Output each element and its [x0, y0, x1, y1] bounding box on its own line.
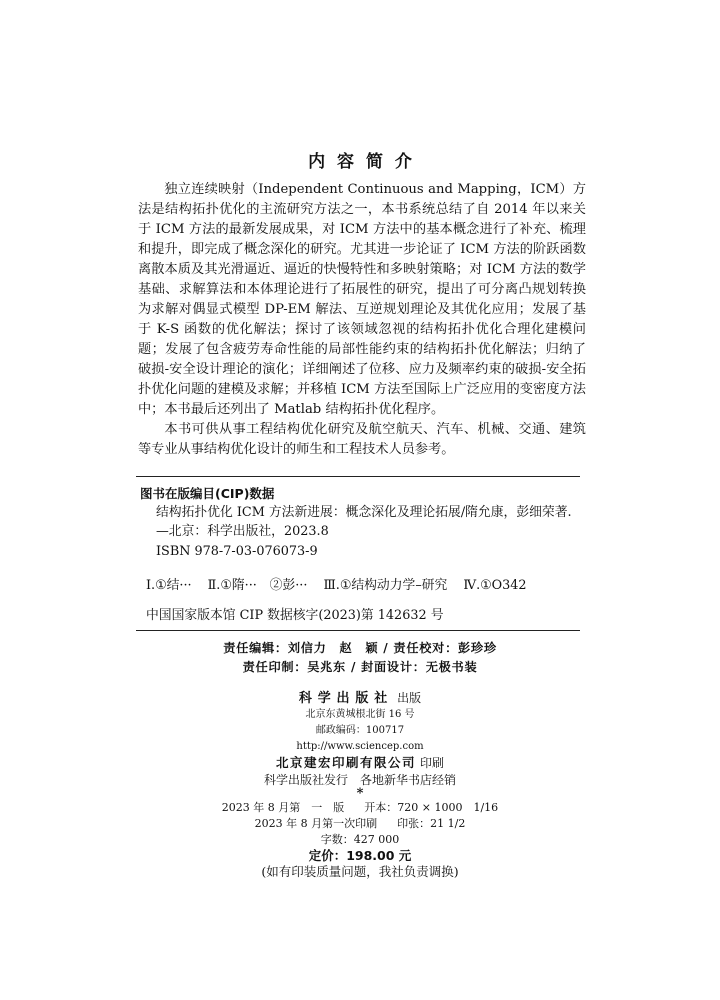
cip-class-3: Ⅲ.①结构动力学–研究: [323, 578, 448, 593]
printing-line: [0, 816, 720, 832]
edition-text: 2023 年 8 月第 一 版: [221, 801, 345, 814]
cip-publisher-line: —北京：科学出版社，2023.8: [156, 524, 329, 539]
page-title: 内容简介: [308, 152, 424, 172]
abstract-paragraph-1: 独立连续映射（Independent Continuous and Mapping，ICM）方法是结构拓扑优化的主流研究方法之一，本书系统总结了自 2014 年以来关于 ICM 方法的最新发展成果，对 ICM 方法中的基本概念进行了补充、梳理和提升，即完成了概念深化的研究。尤其进一步论证了 ICM 方法的阶跃函数离散本质及其光滑逼近、逼近的快慢特性和多映射策略；对 ICM 方法的数学基础、求解算法和本体理论进行了拓展性的研究，提出了可分离凸规划转换为求解对偶显式模型 DP-EM 解法、互逆规划理论及其优化应用；发展了基于 K-S 函数的优化解法；探讨了该领域忽视的结构拓扑优化合理化建模问题；发展了包含疲劳寿命性能的局部性能约束的结构拓扑优化解法；归纳了破损-安全设计理论的演化；详细阐述了位移、应力及频率约束的破损-安全拓扑优化问题的建模及求解；并移植 ICM 方法至国际上广泛应用的变密度方法中；本书最后还列出了 Matlab 结构拓扑优化程序。: [138, 182, 586, 417]
cip-description: [156, 503, 580, 541]
publisher-line: [0, 690, 720, 707]
divider-top: [136, 476, 580, 477]
printer-suffix: 印刷: [420, 756, 445, 770]
cip-record-number: 中国国家版本馆 CIP 数据核字(2023)第 142632 号: [146, 608, 444, 623]
publisher-website: http://www.sciencep.com: [296, 741, 424, 752]
cip-class-2: Ⅱ.①隋··· ②彭···: [207, 578, 308, 593]
book-abstract: [138, 180, 586, 460]
cip-classification: [146, 574, 527, 593]
divider-bottom: [136, 630, 580, 631]
cip-title-line: 结构拓扑优化 ICM 方法新进展：概念深化及理论拓展/隋允康，彭细荣著.: [156, 505, 572, 520]
imprint-block: [0, 690, 720, 880]
editor-credits: 责任编辑：刘信力 赵 颖 / 责任校对：彭珍珍: [223, 641, 497, 655]
separator-star: *: [356, 786, 364, 801]
wordcount-line: 字数：427 000: [320, 833, 400, 846]
price-line: 定价：198.00 元: [308, 848, 412, 863]
printing-text: 2023 年 8 月第一次印刷: [254, 817, 378, 830]
production-credits: 责任印制：吴兆东 / 封面设计：无极书装: [242, 660, 478, 674]
publisher-name: 科学出版社: [298, 691, 394, 706]
cip-class-1: Ⅰ.①结···: [146, 578, 192, 593]
distribution-line: 科学出版社发行 各地新华书店经销: [263, 773, 456, 787]
publisher-postcode: 邮政编码：100717: [315, 725, 405, 736]
cip-class-4: Ⅳ.①O342: [463, 578, 527, 593]
sheets-text: 印张：21 1/2: [397, 817, 466, 830]
publisher-suffix: 出版: [397, 691, 422, 705]
format-text: 开本：720 × 1000 1/16: [364, 801, 499, 814]
edition-line: [0, 800, 720, 816]
cip-isbn: ISBN 978-7-03-076073-9: [156, 544, 318, 559]
publisher-address: 北京东黄城根北街 16 号: [305, 709, 415, 720]
printer-line: [0, 755, 720, 772]
printer-name: 北京建宏印刷有限公司: [275, 755, 416, 770]
quality-note: (如有印装质量问题，我社负责调换): [261, 864, 459, 879]
cip-heading: 图书在版编目(CIP)数据: [140, 486, 275, 501]
abstract-paragraph-2: 本书可供从事工程结构优化研究及航空航天、汽车、机械、交通、建筑等专业从事结构优化设计的师生和工程技术人员参考。: [138, 422, 586, 457]
